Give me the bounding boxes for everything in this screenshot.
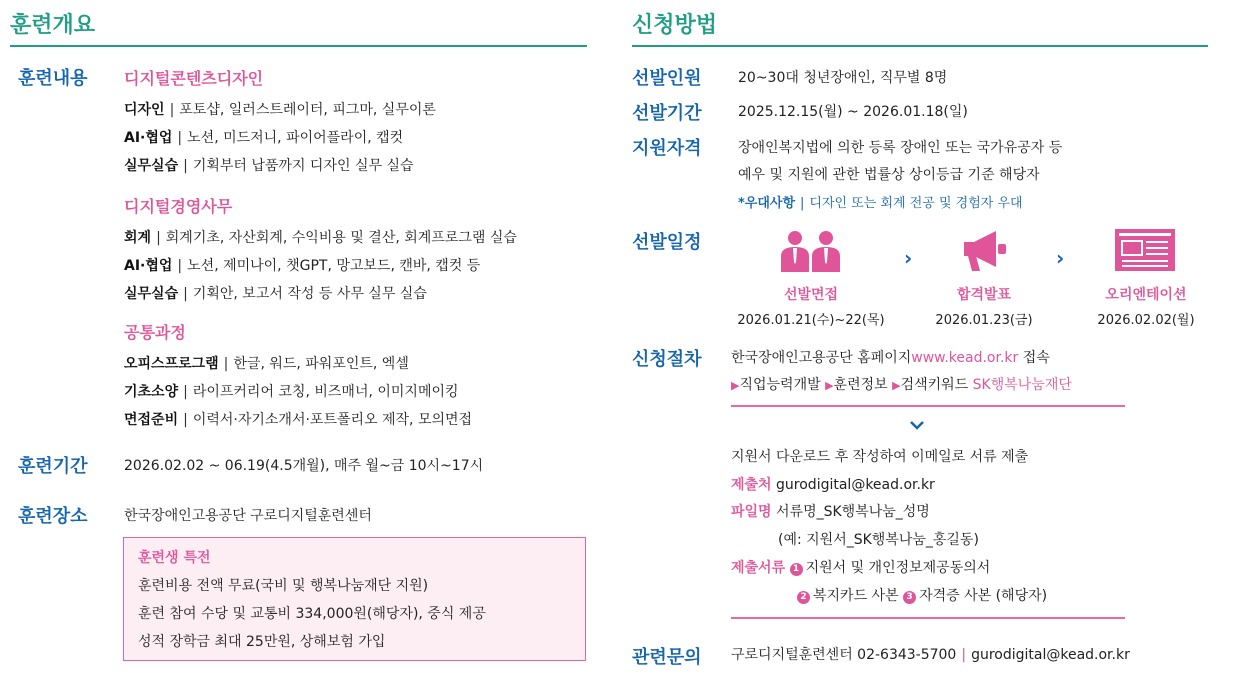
triangle-right-icon: ▶	[892, 379, 901, 392]
benefit-box	[123, 537, 586, 661]
apply-title: 신청방법	[632, 13, 718, 38]
contact-value: 구로디지털훈련센터 02-6343-5700 | gurodigital@kead.or.kr	[731, 647, 1130, 663]
select-period-value: 2025.12.15(월) ~ 2026.01.18(일)	[738, 104, 968, 120]
list-item: 실무실습 | 기획안, 보고서 작성 등 사무 실무 실습	[124, 286, 427, 302]
list-item: 면접준비 | 이력서·자기소개서·포트폴리오 제작, 모의면접	[124, 412, 473, 428]
triangle-right-icon: ▶	[731, 379, 740, 392]
select-count-label: 선발인원	[632, 68, 702, 89]
list-item: 디자인 | 포토샵, 일러스트레이터, 피그마, 실무이론	[124, 102, 436, 118]
list-item: 회계 | 회계기초, 자산회계, 수익비용 및 결산, 회계프로그램 실습	[124, 230, 517, 246]
contact-label: 관련문의	[632, 647, 702, 668]
step-date: 2026.02.02(월)	[1097, 313, 1195, 328]
list-item: AI·협업 | 노션, 제미나이, 챗GPT, 망고보드, 캔바, 캡컷 등	[124, 258, 481, 274]
submit-email[interactable]: gurodigital@kead.or.kr	[776, 477, 935, 493]
period-value: 2026.02.02 ~ 06.19(4.5개월), 매주 월~금 10시~17시	[124, 458, 484, 474]
list-item: 오피스프로그램 | 한글, 워드, 파워포인트, 엑셀	[124, 356, 409, 372]
preference-note: *우대사항 | 디자인 또는 회계 전공 및 경험자 우대	[738, 196, 1023, 211]
people-icon	[779, 230, 843, 272]
benefit-title: 훈련생 특전	[138, 550, 211, 566]
chevron-right-icon: ›	[904, 246, 913, 270]
step-name: 선발면접	[783, 287, 839, 303]
qualification-label: 지원자격	[632, 138, 702, 159]
filename-rule: 파일명 서류명_SK행복나눔_성명	[731, 504, 930, 520]
qualification-line: 장애인복지법에 의한 등록 장애인 또는 국가유공자 등	[738, 140, 1063, 156]
filename-example: (예: 지원서_SK행복나눔_홍길동)	[778, 532, 979, 548]
benefit-line: 훈련 참여 수당 및 교통비 334,000원(해당자), 중식 제공	[138, 606, 486, 622]
homepage-link[interactable]: www.kead.or.kr	[911, 350, 1019, 366]
step-name: 합격발표	[956, 287, 1012, 303]
download-instruction: 지원서 다운로드 후 작성하여 이메일로 서류 제출	[731, 449, 1029, 465]
content-label: 훈련내용	[18, 68, 88, 89]
documents-line: 2 복지카드 사본 3 자격증 사본 (해당자)	[797, 585, 1047, 605]
select-count-value: 20~30대 청년장애인, 직무별 8명	[738, 70, 948, 86]
period-label: 훈련기간	[18, 456, 88, 477]
chevron-down-icon	[909, 420, 925, 430]
documents-line: 제출서류 1 지원서 및 개인정보제공동의서	[731, 560, 991, 576]
contact-email[interactable]: gurodigital@kead.or.kr	[971, 647, 1130, 663]
overview-rule	[10, 45, 587, 47]
benefit-line: 훈련비용 전액 무료(국비 및 행복나눔재단 지원)	[138, 578, 429, 594]
divider	[731, 617, 1125, 619]
divider	[731, 405, 1125, 407]
list-item: 기초소양 | 라이프커리어 코칭, 비즈매너, 이미지메이킹	[124, 384, 459, 400]
benefit-line: 성적 장학금 최대 25만원, 상해보험 가입	[138, 634, 386, 650]
step-date: 2026.01.23(금)	[935, 313, 1033, 328]
select-period-label: 선발기간	[632, 103, 702, 124]
procedure-path: ▶직업능력개발 ▶훈련정보 ▶검색키워드 SK행복나눔재단	[731, 377, 1072, 393]
procedure-line: 한국장애인고용공단 홈페이지www.kead.or.kr 접속	[731, 350, 1050, 366]
triangle-right-icon: ▶	[825, 379, 834, 392]
schedule-label: 선발일정	[632, 232, 702, 253]
overview-title: 훈련개요	[10, 13, 96, 38]
group-heading-common: 공통과정	[124, 323, 186, 342]
megaphone-icon	[962, 228, 1008, 272]
chevron-right-icon: ›	[1056, 246, 1065, 270]
qualification-line: 예우 및 지원에 관한 법률상 상이등급 기준 해당자	[738, 167, 1040, 183]
submit-to: 제출처 gurodigital@kead.or.kr	[731, 477, 935, 493]
document-icon	[1114, 228, 1176, 272]
step-name: 오리엔테이션	[1105, 287, 1187, 303]
list-item: AI·협업 | 노션, 미드저니, 파이어플라이, 캡컷	[124, 130, 404, 146]
apply-rule	[632, 45, 1208, 47]
group-heading-office: 디지털경영사무	[124, 197, 233, 216]
procedure-label: 신청절차	[632, 349, 702, 370]
step-date: 2026.01.21(수)~22(목)	[737, 313, 885, 328]
place-value: 한국장애인고용공단 구로디지털훈련센터	[124, 508, 372, 524]
group-heading-design: 디지털콘텐츠디자인	[124, 69, 264, 88]
place-label: 훈련장소	[18, 506, 88, 527]
list-item: 실무실습 | 기획부터 납품까지 디자인 실무 실습	[124, 158, 414, 174]
